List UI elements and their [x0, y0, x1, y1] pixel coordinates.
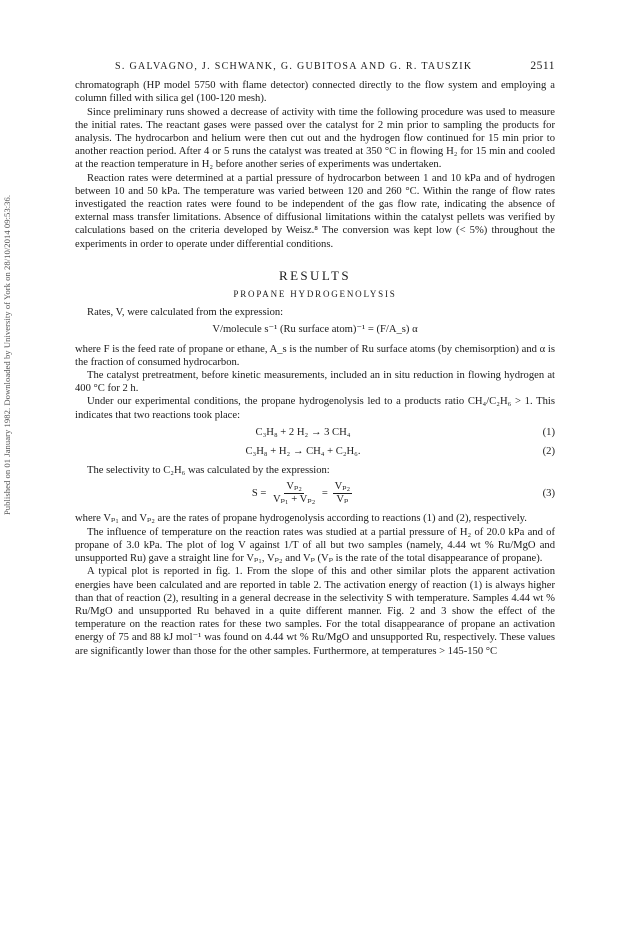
paragraph: The catalyst pretreatment, before kinetic measurements, included an in situ reduction in flowing hydrogen at 400 °C for 2 h. [75, 370, 555, 395]
equation-body: C₃H₈ + 2 H₂ → 3 CH₄ [255, 426, 351, 438]
paragraph: chromatograph (HP model 5750 with flame detector) connected directly to the flow system and employing a column filled with silica gel (100-120 mesh). [75, 80, 555, 105]
paragraph: Reaction rates were determined at a partial pressure of hydrocarbon between 1 and 10 kPa and of hydrogen between 10 and 50 kPa. The temperature was varied between 120 and 260 °C. Within the range of flow rates investigated the reaction rates were found to be independent of the gas flow rate, indicating the absence of external mass transfer limitations. Absence of diffusional limitations within the catalyst pellets was verified by calculations based on the criteria developed by Weisz.⁸ The conversion was kept low (< 5%) throughout the experiments in order to operate under differential conditions. [75, 172, 555, 250]
running-header [75, 60, 555, 73]
equation-2 [75, 445, 555, 458]
paper-page [75, 60, 555, 658]
paragraph: The selectivity to C₂H₆ was calculated by the expression: [87, 465, 330, 477]
paragraph: where F is the feed rate of propane or ethane, A_s is the number of Ru surface atoms (by chemisorption) and α is the fraction of consumed hydrocarbon. [75, 343, 555, 368]
paragraph: Rates, V, were calculated from the expression: [87, 307, 284, 319]
subsection-heading: PROPANE HYDROGENOLYSIS [233, 289, 397, 300]
paragraph: Under our experimental conditions, the propane hydrogenolysis led to a products ratio CH₄/C₂H₆ > 1. This indicates that two reactions took place: [75, 396, 555, 421]
fraction-numerator: Vₚ₂ [286, 481, 302, 493]
eq3-lhs: S = [251, 488, 267, 500]
equation-body [75, 481, 531, 506]
equation-body: C₃H₈ + H₂ → CH₄ + C₂H₆. [245, 446, 361, 458]
equation-number: (2) [542, 446, 555, 458]
equation-1 [75, 426, 555, 439]
paragraph: Since preliminary runs showed a decrease of activity with time the following procedure was used to measure the initial rates. The reactant gases were passed over the catalyst for 2 min prior to sampling the products for analysis. The hydrocarbon and helium were then cut out and the hydrogen flow continued for 15 min prior to another reaction period. After 4 or 5 runs the catalyst was treated at 350 °C in flowing H₂ for 15 min and cooled at the reaction temperature in H₂ before another series of experiments was undertaken. [75, 106, 555, 171]
paragraph: The influence of temperature on the reaction rates was studied at a partial pressure of H₂ of 20.0 kPa and of propane of 3.0 kPa. The plot of log V against 1/T of all but two samples (namely, 4.44 wt % Ru/MgO and unsupported Ru) gave a straight line for Vₚ₁, Vₚ₂ and Vₚ (Vₚ is the rate of the total disappearance of propane). [75, 526, 555, 565]
download-sidenote [0, 120, 18, 590]
fraction-numerator: Vₚ₂ [334, 481, 351, 493]
section-heading-results: RESULTS [279, 267, 351, 283]
equation-body: V/molecule s⁻¹ (Ru surface atom)⁻¹ = (F/A_s) α [212, 324, 418, 336]
equation-3 [75, 481, 555, 506]
paragraph: A typical plot is reported in fig. 1. From the slope of this and other similar plots the apparent activation energies have been calculated and are reported in table 2. The activation energy of reaction (1) is always higher than that of reaction (2), resulting in a general decrease in the selectivity S with temperature. Samples 4.44 wt % Ru/MgO and unsupported Ru behaved in a quite different manner. Fig. 2 and 3 show the effect of the temperature on the reaction rates for these two samples. For the total disappearance of propane an activation energy of 75 and 88 kJ mol⁻¹ was found on 4.44 wt % Ru/MgO and unsupported Ru, respectively. These values are significantly lower than those for the other samples. Furthermore, at temperatures > 145-150 °C [75, 566, 555, 657]
paragraph: where Vₚ₁ and Vₚ₂ are the rates of propane hydrogenolysis according to reactions (1) and (2), respectively. [75, 513, 527, 525]
equation-number: (3) [542, 488, 555, 500]
sidenote-text: Published on 01 January 1982. Downloaded by University of York on 28/10/2014 09:53:36. [2, 194, 13, 516]
equation-rate [75, 323, 555, 336]
eq3-equals: = [321, 488, 328, 500]
header-authors: S. GALVAGNO, J. SCHWANK, G. GUBITOSA AND G. R. TAUSZIK [115, 61, 473, 72]
fraction [333, 481, 353, 506]
fraction-denominator: Vₚ [336, 494, 349, 506]
page-number: 2511 [530, 60, 555, 72]
fraction-denominator: Vₚ₁ + Vₚ₂ [273, 494, 316, 506]
equation-number: (1) [542, 426, 555, 438]
fraction [271, 481, 317, 506]
